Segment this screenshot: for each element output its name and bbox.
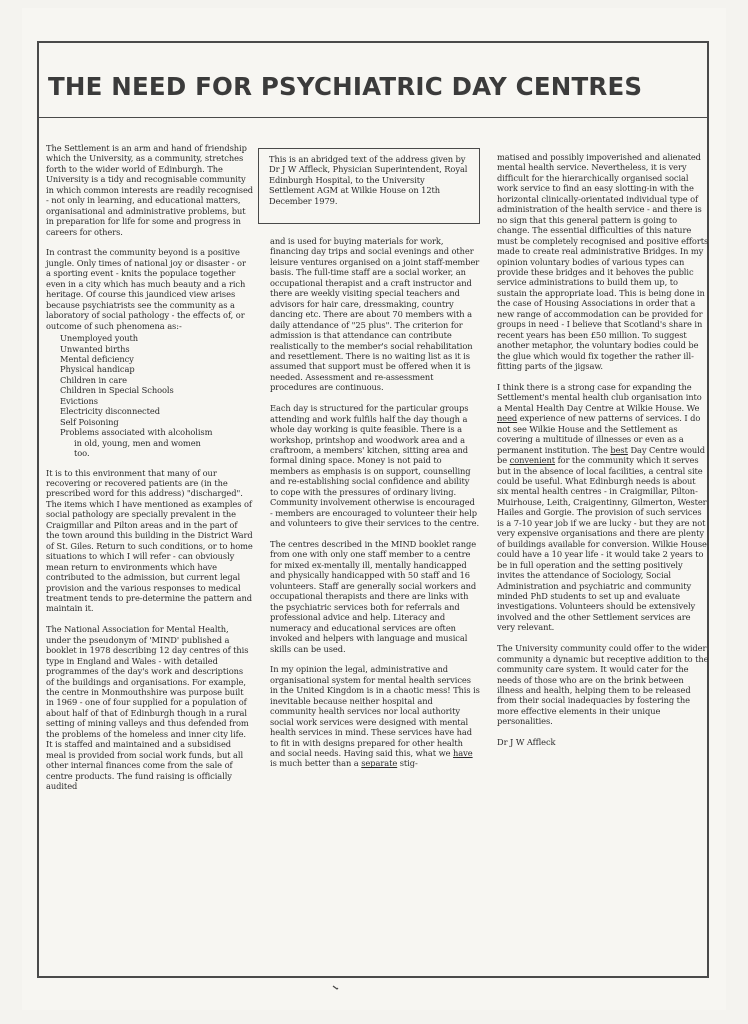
underlined-word: convenient — [509, 455, 555, 466]
underlined-word: need — [497, 413, 518, 424]
paragraph: It is to this environment that many of our recovering or recovered patients are (in the prescribed word for this address) "discharged". The items which I have mentioned as examples of social pathology are specially prevalent in the Craigmillar and Pilton areas and in the part of the town around this building in the District Ward of St. Giles. Return to such conditions, or to home situations to which I will refer - can obviously mean return to environments which have contributed to the admission, but current legal provision and the various responses to medical treatment tends to pre-determine the pattern and maintain it. — [46, 467, 253, 614]
list-item: Children in Special Schools — [60, 385, 174, 396]
title-rule — [39, 117, 707, 118]
paragraph: The University community could offer to the wider community a dynamic but receptive addition to the community care system. It would cater for the needs of those who are on the brink between illness and health, helping them to be released from their social inadequacies by fostering the more effective elements in their unique personalities. — [497, 643, 709, 727]
column-3 — [497, 152, 709, 748]
paragraph: The National Association for Mental Health, under the pseudonym of 'MIND' published a booklet in 1978 describing 12 day centres of this type in England and Wales - with detailed programmes of the day's work and descriptions of the buildings and organisations. For example, the centre in Monmouthshire was purpose built in 1969 - one of four supplied for a population of about half of that of Edinburgh though in a rural setting of mining valleys and thus defended from the problems of the homeless and inner city life. It is staffed and maintained and a subsidised meal is provided from social work funds, but all other internal finances come from the sale of centre products. The fund raising is officially audited — [46, 624, 249, 792]
underlined-word: have — [453, 748, 473, 759]
paragraph — [497, 382, 709, 633]
column-1 — [46, 143, 253, 802]
text-run: In my opinion the legal, administrative and organisational system for mental health services in the United Kingdom is in a chaotic mess! This is inevitable because neither hospital and community health services nor local authority social work services were designed with mental health services in mind. These services have had to fit in with designs prepared for other health and social needs. Having said this, what we — [270, 664, 480, 759]
text-run: experience of new patterns of services. I do not see Wilkie House and the Settlement as covering a multitude of illnesses or even as a permanent institution. The — [497, 413, 701, 455]
text-run: I think there is a strong case for expanding the Settlement's mental health club organisation into a Mental Health Day Centre at Wilkie House. We — [497, 381, 702, 413]
abridged-note-text: This is an abridged text of the address given by Dr J W Affleck, Physician Superintendent, Royal Edinburgh Hospital, to the University Settlement AGM at Wilkie House on 12th December 1979. — [269, 154, 468, 206]
list-item: Evictions — [60, 395, 98, 406]
list-item: Unemployed youth — [60, 333, 139, 344]
author-signature: Dr J W Affleck — [497, 737, 556, 748]
list-item: Children in care — [60, 374, 127, 385]
text-run: stig- — [399, 758, 418, 769]
paragraph: and is used for buying materials for work, financing day trips and social evenings and other leisure ventures organised on a joint staff-member basis. The full-time staff are a social worker, an occupational therapist and a craft instructor and there are weekly visiting special teachers and advisors for hair care, dressmaking, country dancing etc. There are about 70 members with a daily attendance of "25 plus". The criterion for admission is that attendance can contribute realistically to the member's social rehabilitation and resettlement. There is no waiting list as it is assumed that support must be offered when it is needed. Assessment and re-assessment procedures are continuous. — [270, 236, 480, 393]
underlined-word: best — [610, 444, 628, 455]
column-2 — [270, 236, 480, 779]
list-item: Unwanted births — [60, 343, 130, 354]
article-title: THE NEED FOR PSYCHIATRIC DAY CENTRES — [48, 72, 643, 101]
list-item: Mental deficiency — [60, 354, 134, 364]
list-item: Self Poisoning — [60, 416, 119, 427]
list-item: Problems associated with alcoholism in old, young, men and women too. — [60, 427, 213, 459]
text-run: Day Centre would be — [497, 444, 705, 466]
paragraph: The Settlement is an arm and hand of friendship which the University, as a community, stretches forth to the wider world of Edinburgh. The University is a tidy and recognisable community in which common interests are readily recognised - not only in learning, and educational matters, organisational and administrative problems, but in preparation for life for some and progress in careers for others. — [46, 143, 254, 237]
underlined-word: separate — [361, 758, 398, 769]
paragraph: In contrast the community beyond is a positive jungle. Only times of national joy or disaster - or a sporting event - knits the populace together even in a city which has much beauty and a rich heritage. Of course this jaundiced view arises because psychiatrists see the community as a laboratory of social pathology - the effects of, or outcome of such phenomena as:- — [46, 247, 246, 331]
list-item: Electricity disconnected — [60, 406, 160, 417]
paragraph: The centres described in the MIND booklet range from one with only one staff member to a centre for mixed ex-mentally ill, mentally handicapped and physically handicapped with 50 staff and 16 volunteers. Staff are generally social workers and occupational therapists and there are links with the psychiatric services both for referrals and professional advice and help. Literacy and numeracy and educational services are often invoked and helpers with language and musical skills can be used. — [270, 539, 477, 654]
list-item: Physical handicap — [60, 364, 135, 375]
text-run: is much better than a — [270, 758, 359, 769]
abridged-note-box — [258, 148, 480, 224]
phenomena-list — [60, 333, 253, 458]
paragraph: Each day is structured for the particular groups attending and work fulfils half the day though a whole day working is quite feasible. There is a workshop, printshop and woodwork area and a craftroom, a members' kitchen, sitting area and formal dining space. Money is not paid to members as emphasis is on support, counselling and re-establishing social confidence and ability to cope with the pressures of ordinary living. Community involvement otherwise is encouraged - members are encouraged to volunteer their help and volunteers to give their services to the centre. — [270, 403, 479, 529]
text-run: for the community which it serves but in the absence of local facilities, a central site could be useful. What Edinburgh needs is about six mental health centres - in Craigmillar, Pilton-Muirhouse, Leith, Craigentinny, Gilmerton, Wester Hailes and Gorgie. The provision of such services is a 7-10 year job if we are lucky - but they are not very expensive organisations and there are plenty of buildings available for conversion. Wilkie House could have a 10 year life - it would take 2 years to be in full operation and the setting positively invites the attendance of Sociology, Social Administration and psychiatric and community minded PhD students to set up and evaluate investigations. Volunteers should be extensively involved and the other Settlement services are very relevant. — [497, 455, 707, 633]
paragraph — [270, 664, 480, 769]
paragraph: matised and possibly impoverished and alienated mental health service. Nevertheless, it is very difficult for the hierarchically organised social work service to find an easy slotting-in with the horizontal clinically-orientated individual type of administration of the health service - and there is no sign that this general pattern is going to change. The essential difficulties of this nature must be completely recognised and positive efforts made to create real administrative Bridges. In my opinion voluntary bodies of various types can provide these bridges and it behoves the public service administrations to build them up, to sustain the appropriate load. This is being done in the case of Housing Associations in order that a new range of accommodation can be provided for groups in need - I believe that Scotland's share in recent years has been £50 million. To suggest another metaphor, the voluntary bodies could be the glue which would fix together the rather ill-fitting parts of the jigsaw. — [497, 152, 709, 372]
scan-mark — [332, 984, 340, 990]
